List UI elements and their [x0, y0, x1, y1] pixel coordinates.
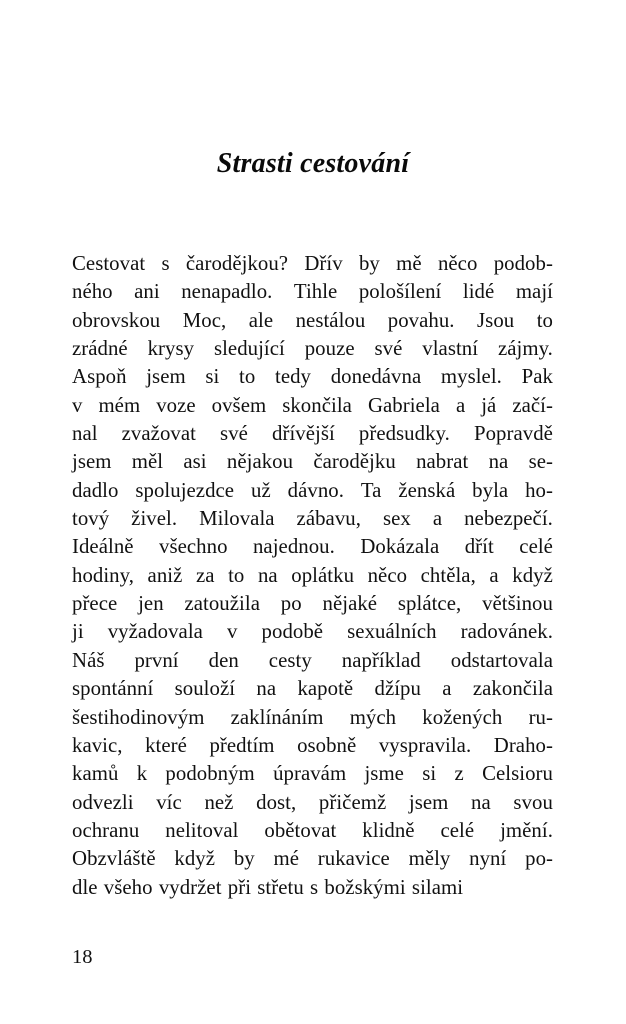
word: předsudky.	[358, 422, 450, 446]
word: mé	[273, 847, 300, 871]
word: souloží	[174, 677, 236, 701]
word: nal	[72, 422, 98, 446]
word: nebezpečí.	[464, 507, 553, 531]
word: dadlo	[72, 478, 119, 502]
word: a	[432, 507, 443, 531]
word: silami	[411, 875, 464, 899]
text-line	[72, 533, 553, 561]
text-line	[72, 335, 553, 363]
text-line	[72, 817, 553, 845]
word: své	[220, 422, 248, 446]
word: nestálou	[295, 308, 366, 332]
word: šestihodinovým	[72, 705, 205, 729]
word: nějakou	[226, 450, 294, 474]
word: s	[161, 252, 170, 275]
word: nenapadlo.	[181, 280, 273, 304]
word: na	[471, 790, 491, 814]
word: dávno.	[287, 478, 344, 502]
word: sledující	[213, 337, 285, 361]
word: jen	[138, 592, 164, 616]
word: byla	[472, 478, 509, 502]
word: po	[280, 592, 302, 616]
word: božskými	[324, 875, 406, 899]
word: ho-	[525, 478, 553, 502]
word: obětovat	[264, 818, 337, 842]
word: to	[536, 308, 553, 332]
body-paragraph	[72, 250, 553, 902]
text-line	[72, 307, 553, 335]
text-line	[72, 363, 553, 391]
word: Jsou	[477, 308, 515, 332]
word: přičemž	[318, 790, 387, 814]
word: myslel.	[440, 365, 502, 389]
word: už	[251, 478, 271, 502]
word: ovšem	[211, 393, 267, 417]
word: Ideálně	[72, 535, 134, 559]
word: tedy	[275, 365, 312, 389]
word: vydržet	[158, 875, 222, 899]
word: něco	[367, 563, 408, 587]
word: Ta	[360, 478, 382, 502]
word: a	[442, 677, 452, 701]
word: čarodějku	[313, 450, 396, 474]
text-line	[72, 845, 553, 873]
word: dle	[72, 875, 98, 899]
word: kožených	[422, 705, 503, 729]
word: odvezli	[72, 790, 134, 814]
word: Cestovat	[72, 252, 146, 275]
word: když	[512, 563, 553, 587]
word: úpravám	[273, 762, 347, 786]
word: čarodějkou?	[185, 252, 289, 275]
word: měly	[408, 847, 451, 871]
word: Milovala	[199, 507, 275, 531]
word: dřívější	[272, 422, 335, 446]
word: v	[72, 393, 83, 417]
word: osobně	[297, 733, 357, 757]
word: Tihle	[293, 280, 338, 304]
word: nabrat	[416, 450, 469, 474]
word: něco	[437, 252, 478, 275]
word: svou	[513, 790, 553, 814]
word: spolujezdce	[135, 478, 235, 502]
word: většinou	[482, 592, 553, 616]
word: oplátku	[291, 563, 355, 587]
word: jsme	[364, 762, 404, 786]
text-line	[72, 505, 553, 533]
word: vyžadovala	[107, 620, 203, 644]
text-line	[72, 278, 553, 306]
word: sexuálních	[347, 620, 437, 644]
word: ného	[72, 280, 113, 304]
word: zatoužila	[184, 592, 260, 616]
word: na	[257, 563, 278, 587]
word: ženská	[398, 478, 456, 502]
word: a	[489, 563, 499, 587]
word: ale	[248, 308, 274, 332]
word: nelitoval	[165, 818, 239, 842]
word: všeho	[103, 875, 153, 899]
word: podobě	[261, 620, 324, 644]
word: než	[204, 790, 234, 814]
word: zájmy.	[497, 337, 553, 361]
text-line	[72, 562, 553, 590]
word: začí-	[512, 393, 553, 417]
text-line	[72, 675, 553, 703]
word: například	[341, 648, 421, 672]
word: vyspravila.	[378, 733, 472, 757]
word: mém	[98, 393, 141, 417]
word: sex	[382, 507, 411, 531]
word: chtěla,	[420, 563, 476, 587]
text-line	[72, 704, 553, 732]
word: lidé	[462, 280, 495, 304]
text-line	[72, 590, 553, 618]
word: první	[134, 648, 179, 672]
word: přece	[72, 592, 118, 616]
word: kamů	[72, 762, 119, 786]
text-line	[72, 420, 553, 448]
word: zakončila	[472, 677, 553, 701]
word: radovánek.	[460, 620, 553, 644]
text-line	[72, 732, 553, 760]
word: tový	[72, 507, 110, 531]
word: jsem	[72, 450, 112, 474]
word: jsem	[146, 365, 186, 389]
word: Moc,	[182, 308, 227, 332]
word: by	[358, 252, 380, 275]
word: ji	[72, 620, 84, 644]
word: dřít	[464, 535, 494, 559]
word: živel.	[131, 507, 178, 531]
word: na	[488, 450, 509, 474]
word: kapotě	[297, 677, 354, 701]
word: já	[481, 393, 497, 417]
word: všechno	[159, 535, 228, 559]
page-number: 18	[72, 946, 93, 968]
word: střetu	[257, 875, 304, 899]
text-line	[72, 250, 553, 278]
word: si	[205, 365, 220, 389]
word: podobným	[165, 762, 255, 786]
word: pouze	[304, 337, 355, 361]
word: cesty	[268, 648, 312, 672]
word: které	[145, 733, 187, 757]
word: to	[239, 365, 256, 389]
word: Pak	[521, 365, 553, 389]
word: by	[233, 847, 255, 871]
word: zrádné	[72, 337, 128, 361]
word: zábavu,	[296, 507, 361, 531]
word: den	[208, 648, 239, 672]
word: Dokázala	[360, 535, 440, 559]
word: krysy	[147, 337, 195, 361]
word: vlastní	[422, 337, 479, 361]
text-line	[72, 477, 553, 505]
word: celé	[519, 535, 553, 559]
word: najednou.	[252, 535, 335, 559]
word: to	[228, 563, 245, 587]
word: splátce,	[397, 592, 462, 616]
text-line	[72, 760, 553, 788]
word: voze	[156, 393, 196, 417]
text-line	[72, 874, 553, 902]
word: za	[195, 563, 215, 587]
word: Náš	[72, 648, 105, 672]
word: měl	[131, 450, 164, 474]
word: mají	[515, 280, 553, 304]
text-line	[72, 392, 553, 420]
word: na	[256, 677, 277, 701]
word: Aspoň	[72, 365, 127, 389]
word: Draho-	[493, 733, 553, 757]
word: asi	[183, 450, 207, 474]
word: spontánní	[72, 677, 154, 701]
word: si	[422, 762, 437, 786]
word: ochranu	[72, 818, 140, 842]
word: ani	[134, 280, 160, 304]
text-line	[72, 448, 553, 476]
word: dost,	[256, 790, 297, 814]
word: při	[227, 875, 252, 899]
word: hodiny,	[72, 563, 134, 587]
word: když	[174, 847, 216, 871]
word: zvažovat	[121, 422, 196, 446]
word: se-	[528, 450, 553, 474]
word: víc	[156, 790, 182, 814]
text-line	[72, 618, 553, 646]
word: podob-	[493, 252, 553, 275]
word: obrovskou	[72, 308, 161, 332]
word: zaklínáním	[230, 705, 324, 729]
word: skončila	[282, 393, 352, 417]
text-line	[72, 647, 553, 675]
word: pološílení	[358, 280, 442, 304]
word: povahu.	[387, 308, 455, 332]
word: předtím	[209, 733, 275, 757]
word: nějaké	[322, 592, 378, 616]
word: donedávna	[330, 365, 422, 389]
word: klidně	[362, 818, 415, 842]
word: Dřív	[304, 252, 343, 275]
word: odstartovala	[450, 648, 553, 672]
word: Celsioru	[482, 762, 553, 786]
word: celé	[440, 818, 475, 842]
word: ru-	[528, 705, 553, 729]
word: Popravdě	[473, 422, 553, 446]
word: jsem	[408, 790, 449, 814]
word: mě	[396, 252, 422, 275]
chapter-title: Strasti cestování	[216, 147, 410, 179]
word: z	[454, 762, 464, 786]
word: k	[136, 762, 148, 786]
word: Gabriela	[367, 393, 440, 417]
word: kavic,	[72, 733, 123, 757]
word: rukavice	[317, 847, 390, 871]
word: nyní	[469, 847, 507, 871]
word: a	[455, 393, 466, 417]
word: své	[374, 337, 403, 361]
word: s	[310, 875, 319, 899]
word: aniž	[147, 563, 183, 587]
text-line	[72, 789, 553, 817]
word: jmění.	[500, 818, 553, 842]
word: Obzvláště	[72, 847, 156, 871]
word: v	[227, 620, 238, 644]
word: po-	[525, 847, 553, 871]
word: mých	[349, 705, 397, 729]
word: džípu	[374, 677, 421, 701]
